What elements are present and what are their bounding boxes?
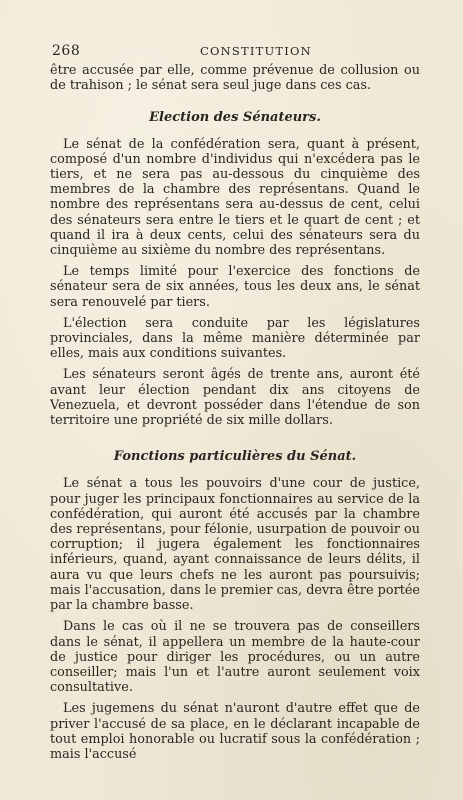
running-title: CONSTITUTION [200,44,312,58]
paragraph: Le sénat a tous les pouvoirs d'une cour de justice, pour juger les principaux fonctionnaires au service de la confédération, qui auront été accusés par la chambre des représentans, pour félonie, usurpation de pouvoir ou corruption; il jugera également les fonctionnaires inférieurs, quand, ayant connaissance de leurs délits, il aura vu que leurs chefs ne les auront pas poursuivis; mais l'accusation, dans le premier cas, devra être portée par la chambre basse. [50,476,420,614]
section-title-election: Election des Sénateurs. [149,110,321,126]
paragraph: Les jugemens du sénat n'auront d'autre effet que de priver l'accusé de sa place, en le déclarant incapable de tout emploi honorable ou lucratif sous la confédération ; mais l'accusé [50,701,420,762]
page-number: 268 [52,43,81,59]
text-body [50,63,420,762]
paragraph: Les sénateurs seront âgés de trente ans, auront été avant leur élection pendant dix ans citoyens de Venezuela, et devront posséder dans l'étendue de son territoire une propriété de six mille dollars. [50,367,420,429]
section-title-fonctions: Fonctions particulières du Sénat. [113,449,357,465]
paragraph: Le sénat de la confédération sera, quant à présent, composé d'un nombre d'individus qui n'excédera pas le tiers, et ne sera pas au-dessous du cinquième des membres de la chambre des représentans. Quand le nombre des représentans sera au-dessus de cent, celui des sénateurs sera entre le tiers et le quart de cent ; et quand il ira à deux cents, celui des sénateurs sera du cinquième au sixième du nombre des représentans. [50,136,420,259]
running-head [52,43,420,61]
paragraph: L'élection sera conduite par les législatures provinciales, dans la même manière déterminée par elles, mais aux conditions suivantes. [50,315,420,362]
paragraph: Dans le cas où il ne se trouvera pas de conseillers dans le sénat, il appellera un membre de la haute-cour de justice pour diriger les procédures, ou un autre conseiller; mais l'un et l'autre auront seulement voix consultative. [50,619,420,696]
paragraph: Le temps limité pour l'exercice des fonctions de sénateur sera de six années, tous les deux ans, le sénat sera renouvelé par tiers. [50,264,420,310]
opening-paragraph: être accusée par elle, comme prévenue de collusion ou de trahison ; le sénat sera seul juge dans ces cas. [50,63,420,94]
